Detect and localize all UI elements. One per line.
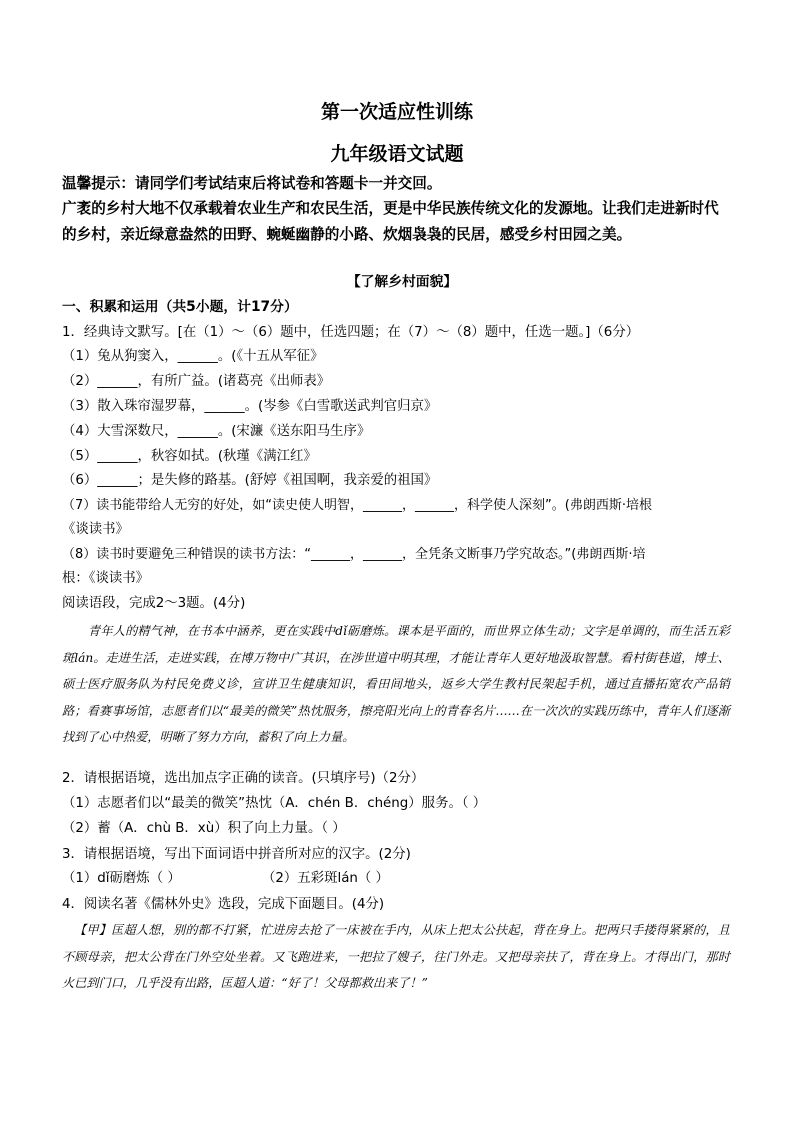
q2-part-b: （2）蓄（A．chù B．xù）积了向上力量。（ ） (62, 821, 346, 836)
q1-item-3: （3）散入珠帘湿罗幕，______。(岑参《白雪歌送武判官归京》 (62, 399, 438, 414)
q1-item-5: （5）______，秋容如拭。(秋瑾《满江红》 (62, 449, 317, 464)
part-one-heading: 一、积累和运用（共5小题，计17分） (62, 299, 298, 315)
q2-part-a: （1）志愿者们以“最美的微笑”热忱（A．chén B．chéng）服务。（ ） (62, 796, 487, 811)
reading-passage: 青年人的精气神，在书本中涵养，更在实践中dǐ砺磨炼。课本是平面的，而世界立体生动；文字是单调的，而生活五彩斑lán。走进生活，走进实践，在博万物中广其识，在涉世道中明其理，才能让青年人更好地汲取智慧。看村街巷道，博士、硕士医疗服务队为村民免费义诊，宣讲卫生健康知识，看田间地头，返乡大学生教村民架起手机，通过直播拓宽农产品销路；看赛事场馆，志愿者们以“最美的微笑”热忱服务，擦亮阳光向上的青春名片……在一次次的实践历练中，青年人们逐渐找到了心中热爱，明晰了努力方向，蓄积了向上力量。 (62, 624, 730, 744)
q2-stem: 2．请根据语境，选出加点字正确的读音。(只填序号)（2分） (62, 771, 425, 786)
section-heading: 【了解乡村面貌】 (346, 274, 458, 290)
q1-item-4: （4）大雪深数尺，______。(宋濂《送东阳马生序》 (62, 424, 371, 439)
q1-item-8: （8）读书时要避免三种错误的读书方法：“______，______，全凭条文断事乃学究故态。”(弗朗西斯·培 (62, 547, 646, 562)
q3-stem: 3．请根据语境，写出下面词语中拼音所对应的汉字。(2分) (62, 847, 411, 862)
reading-intro: 阅读语段，完成2～3题。(4分) (62, 596, 246, 611)
q3-part-a: （1）dǐ砺磨炼（ ） (62, 871, 181, 886)
q1-item-6: （6）______；是失修的路基。(舒婷《祖国啊，我亲爱的祖国》 (62, 473, 438, 488)
page-subtitle: 九年级语文试题 (330, 143, 464, 165)
q1-stem: 1．经典诗文默写。[在（1）～（6）题中，任选四题；在（7）～（8）题中，任选一题。]（6分） (62, 325, 640, 340)
q4-passage: 【甲】匡超人想，别的都不打紧，忙进房去抢了一床被在手内，从床上把太公扶起，背在身上。把两只手搂得紧紧的，且不顾母亲，把太公背在门外空处坐着。又飞跑进来，一把拉了嫂子，往门外走。又把母亲扶了，背在身上。才得出门，那时火已到门口，几乎没有出路，匡超人道：“好了！父母都救出来了！” (62, 923, 730, 990)
intro-paragraph: 广袤的乡村大地不仅承载着农业生产和农民生活，更是中华民族传统文化的发源地。让我们走进新时代的乡村，亲近绿意盎然的田野、蜿蜒幽静的小路、炊烟袅袅的民居，感受乡村田园之美。 (62, 200, 719, 243)
notice-text: 温馨提示：请同学们考试结束后将试卷和答题卡一并交回。 (62, 175, 442, 192)
q1-item-8-cont: 根：《谈读书》 (62, 571, 150, 586)
q1-item-7-cont: 《谈读书》 (62, 522, 129, 537)
q1-item-2: （2）______，有所广益。(诸葛亮《出师表》 (62, 374, 331, 389)
q1-item-1: （1）兔从狗窦入，______。(《十五从军征》 (62, 349, 324, 364)
page-title: 第一次适应性训练 (320, 101, 473, 123)
q1-item-7: （7）读书能带给人无穷的好处，如“读史使人明智，______，______，科学使人深刻”。(弗朗西斯·培根 (62, 498, 652, 513)
q4-stem: 4．阅读名著《儒林外史》选段，完成下面题目。(4分) (62, 897, 385, 912)
q3-part-b: （2）五彩斑lán（ ） (262, 871, 389, 886)
